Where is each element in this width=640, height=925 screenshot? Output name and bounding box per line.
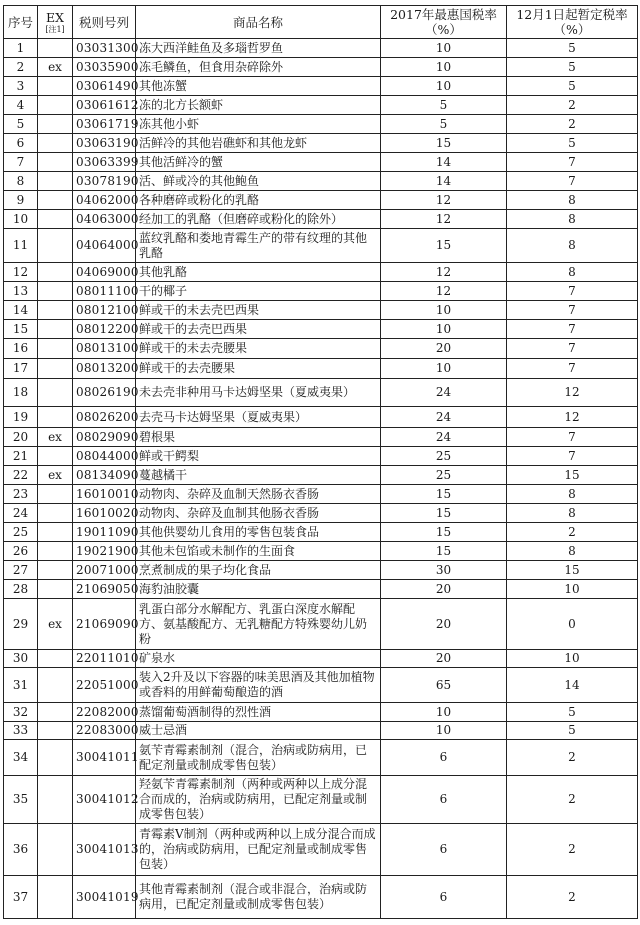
row-seq: 18 <box>4 379 38 407</box>
row-rate-2017: 20 <box>381 599 507 650</box>
row-ex-flag <box>38 379 73 407</box>
row-seq: 14 <box>4 301 38 320</box>
row-rate-new: 5 <box>507 77 638 96</box>
header-rate-2017-label: 2017年最惠国税率 <box>390 7 497 22</box>
row-rate-2017: 15 <box>381 134 507 153</box>
row-rate-2017: 10 <box>381 301 507 320</box>
row-rate-new: 15 <box>507 561 638 580</box>
row-seq: 4 <box>4 96 38 115</box>
row-seq: 35 <box>4 776 38 824</box>
row-rate-new: 7 <box>507 153 638 172</box>
row-rate-new: 7 <box>507 428 638 447</box>
row-tariff-code: 08026190 <box>73 379 136 407</box>
row-product-name: 装入2升及以下容器的味美思酒及其他加植物或香料的用鲜葡萄酿造的酒 <box>136 668 381 703</box>
row-product-name: 其他活鲜冷的蟹 <box>136 153 381 172</box>
row-tariff-code: 04063000 <box>73 210 136 229</box>
table-row <box>4 466 638 485</box>
row-rate-2017: 6 <box>381 876 507 919</box>
row-rate-2017: 25 <box>381 447 507 466</box>
row-seq: 21 <box>4 447 38 466</box>
row-product-name: 其他青霉素制剂（混合或非混合，治病或防病用，已配定剂量或制成零售包装） <box>136 876 381 919</box>
tariff-table <box>3 5 638 919</box>
row-rate-2017: 5 <box>381 115 507 134</box>
row-rate-new: 8 <box>507 191 638 210</box>
row-rate-2017: 10 <box>381 58 507 77</box>
row-ex-flag <box>38 650 73 668</box>
row-product-name: 冻其他小虾 <box>136 115 381 134</box>
row-tariff-code: 03061719 <box>73 115 136 134</box>
row-tariff-code: 08026200 <box>73 407 136 428</box>
row-seq: 9 <box>4 191 38 210</box>
table-row <box>4 39 638 58</box>
row-rate-new: 7 <box>507 359 638 379</box>
table-row <box>4 703 638 722</box>
row-product-name: 蔓越橘干 <box>136 466 381 485</box>
table-row <box>4 542 638 561</box>
row-ex-flag <box>38 824 73 876</box>
table-row <box>4 447 638 466</box>
table-row <box>4 58 638 77</box>
row-rate-new: 5 <box>507 722 638 740</box>
row-rate-2017: 12 <box>381 191 507 210</box>
table-row <box>4 379 638 407</box>
row-rate-new: 7 <box>507 301 638 320</box>
header-name: 商品名称 <box>136 6 381 39</box>
row-tariff-code: 30041013 <box>73 824 136 876</box>
table-row <box>4 153 638 172</box>
table-row <box>4 668 638 703</box>
table-row <box>4 650 638 668</box>
row-seq: 17 <box>4 359 38 379</box>
header-ex-label: EX <box>45 9 65 25</box>
row-tariff-code: 22051000 <box>73 668 136 703</box>
row-tariff-code: 30041019 <box>73 876 136 919</box>
row-rate-new: 7 <box>507 172 638 191</box>
row-tariff-code: 08029090 <box>73 428 136 447</box>
row-ex-flag <box>38 172 73 191</box>
row-ex-flag <box>38 263 73 282</box>
row-seq: 3 <box>4 77 38 96</box>
row-product-name: 矿泉水 <box>136 650 381 668</box>
table-row <box>4 282 638 301</box>
row-seq: 2 <box>4 58 38 77</box>
row-product-name: 未去壳非种用马卡达姆坚果（夏威夷果） <box>136 379 381 407</box>
row-rate-new: 14 <box>507 668 638 703</box>
row-rate-new: 7 <box>507 282 638 301</box>
table-row <box>4 77 638 96</box>
row-tariff-code: 08012100 <box>73 301 136 320</box>
row-ex-flag <box>38 39 73 58</box>
row-product-name: 威士忌酒 <box>136 722 381 740</box>
table-body <box>4 39 638 919</box>
row-seq: 23 <box>4 485 38 504</box>
row-rate-2017: 15 <box>381 523 507 542</box>
row-rate-new: 12 <box>507 379 638 407</box>
row-seq: 15 <box>4 320 38 339</box>
row-tariff-code: 08013100 <box>73 339 136 359</box>
table-row <box>4 776 638 824</box>
row-product-name: 干的椰子 <box>136 282 381 301</box>
row-rate-2017: 14 <box>381 172 507 191</box>
row-product-name: 烹煮制成的果子均化食品 <box>136 561 381 580</box>
table-row <box>4 229 638 263</box>
row-rate-new: 7 <box>507 447 638 466</box>
row-rate-new: 8 <box>507 229 638 263</box>
row-ex-flag: ex <box>38 466 73 485</box>
row-tariff-code: 19021900 <box>73 542 136 561</box>
row-seq: 13 <box>4 282 38 301</box>
row-tariff-code: 08011100 <box>73 282 136 301</box>
row-product-name: 其他冻蟹 <box>136 77 381 96</box>
row-tariff-code: 08013200 <box>73 359 136 379</box>
row-seq: 31 <box>4 668 38 703</box>
row-ex-flag <box>38 776 73 824</box>
row-rate-new: 8 <box>507 542 638 561</box>
row-tariff-code: 03063190 <box>73 134 136 153</box>
row-product-name: 动物肉、杂碎及血制其他肠衣香肠 <box>136 504 381 523</box>
row-ex-flag <box>38 407 73 428</box>
table-row <box>4 876 638 919</box>
row-rate-new: 15 <box>507 466 638 485</box>
row-ex-flag: ex <box>38 599 73 650</box>
row-product-name: 冻大西洋鲑鱼及多瑙哲罗鱼 <box>136 39 381 58</box>
row-rate-new: 10 <box>507 580 638 599</box>
row-ex-flag <box>38 668 73 703</box>
row-product-name: 去壳马卡达姆坚果（夏威夷果） <box>136 407 381 428</box>
row-ex-flag <box>38 542 73 561</box>
row-ex-flag <box>38 523 73 542</box>
row-rate-2017: 5 <box>381 96 507 115</box>
row-rate-new: 7 <box>507 320 638 339</box>
row-product-name: 蒸馏葡萄酒制得的烈性酒 <box>136 703 381 722</box>
row-rate-2017: 10 <box>381 39 507 58</box>
row-product-name: 经加工的乳酪（但磨碎或粉化的除外） <box>136 210 381 229</box>
row-seq: 33 <box>4 722 38 740</box>
row-tariff-code: 30041011 <box>73 740 136 776</box>
row-ex-flag <box>38 580 73 599</box>
row-rate-2017: 20 <box>381 339 507 359</box>
row-seq: 32 <box>4 703 38 722</box>
row-tariff-code: 22082000 <box>73 703 136 722</box>
row-product-name: 鲜或干的未去壳腰果 <box>136 339 381 359</box>
row-rate-new: 8 <box>507 263 638 282</box>
header-code: 税则号列 <box>73 6 136 39</box>
row-rate-2017: 6 <box>381 776 507 824</box>
row-rate-2017: 15 <box>381 485 507 504</box>
row-product-name: 羟氨苄青霉素制剂（两种或两种以上成分混合而成的，治病或防病用，已配定剂量或制成零售包装） <box>136 776 381 824</box>
row-ex-flag <box>38 282 73 301</box>
row-seq: 5 <box>4 115 38 134</box>
row-ex-flag <box>38 115 73 134</box>
row-rate-2017: 15 <box>381 542 507 561</box>
row-tariff-code: 21069090 <box>73 599 136 650</box>
row-rate-new: 2 <box>507 740 638 776</box>
row-ex-flag <box>38 485 73 504</box>
row-product-name: 活鲜冷的其他岩礁虾和其他龙虾 <box>136 134 381 153</box>
row-seq: 25 <box>4 523 38 542</box>
row-product-name: 其他乳酪 <box>136 263 381 282</box>
table-row <box>4 134 638 153</box>
header-rate-new-label: 12月1日起暂定税率 <box>516 7 628 22</box>
row-rate-2017: 10 <box>381 703 507 722</box>
row-ex-flag <box>38 504 73 523</box>
table-row <box>4 320 638 339</box>
row-rate-2017: 65 <box>381 668 507 703</box>
row-ex-flag <box>38 447 73 466</box>
row-product-name: 活、鲜或冷的其他鲍鱼 <box>136 172 381 191</box>
row-rate-new: 2 <box>507 523 638 542</box>
row-product-name: 海豹油胶囊 <box>136 580 381 599</box>
row-ex-flag: ex <box>38 58 73 77</box>
table-row <box>4 191 638 210</box>
row-product-name: 青霉素V制剂（两种或两种以上成分混合而成的，治病或防病用，已配定剂量或制成零售包装） <box>136 824 381 876</box>
row-seq: 22 <box>4 466 38 485</box>
table-row <box>4 580 638 599</box>
row-ex-flag <box>38 301 73 320</box>
row-tariff-code: 08134090 <box>73 466 136 485</box>
row-ex-flag <box>38 561 73 580</box>
row-rate-new: 10 <box>507 650 638 668</box>
table-row <box>4 428 638 447</box>
row-ex-flag <box>38 320 73 339</box>
row-product-name: 其他未包馅或未制作的生面食 <box>136 542 381 561</box>
row-tariff-code: 20071000 <box>73 561 136 580</box>
row-ex-flag <box>38 722 73 740</box>
row-product-name: 乳蛋白部分水解配方、乳蛋白深度水解配方、氨基酸配方、无乳糖配方特殊婴幼儿奶粉 <box>136 599 381 650</box>
row-seq: 28 <box>4 580 38 599</box>
header-seq: 序号 <box>4 6 38 39</box>
row-ex-flag <box>38 359 73 379</box>
row-seq: 7 <box>4 153 38 172</box>
row-tariff-code: 03061612 <box>73 96 136 115</box>
table-row <box>4 523 638 542</box>
table-row <box>4 561 638 580</box>
row-product-name: 冻的北方长额虾 <box>136 96 381 115</box>
row-seq: 29 <box>4 599 38 650</box>
table-row <box>4 485 638 504</box>
row-tariff-code: 16010010 <box>73 485 136 504</box>
header-rate-new <box>507 6 638 39</box>
row-rate-new: 8 <box>507 210 638 229</box>
table-row <box>4 824 638 876</box>
row-seq: 6 <box>4 134 38 153</box>
row-ex-flag <box>38 191 73 210</box>
table-row <box>4 263 638 282</box>
row-rate-2017: 6 <box>381 740 507 776</box>
row-tariff-code: 16010020 <box>73 504 136 523</box>
header-row <box>4 6 638 39</box>
row-tariff-code: 30041012 <box>73 776 136 824</box>
row-seq: 26 <box>4 542 38 561</box>
table-row <box>4 722 638 740</box>
row-rate-new: 5 <box>507 134 638 153</box>
table-row <box>4 339 638 359</box>
row-rate-2017: 12 <box>381 210 507 229</box>
row-seq: 12 <box>4 263 38 282</box>
header-ex-note: [注1] <box>45 24 65 34</box>
header-rate-2017-unit: （%） <box>425 22 462 37</box>
row-ex-flag <box>38 77 73 96</box>
row-rate-new: 2 <box>507 115 638 134</box>
table-row <box>4 210 638 229</box>
row-rate-2017: 30 <box>381 561 507 580</box>
row-product-name: 鲜或干的去壳巴西果 <box>136 320 381 339</box>
row-ex-flag <box>38 876 73 919</box>
row-rate-2017: 10 <box>381 722 507 740</box>
row-rate-2017: 10 <box>381 320 507 339</box>
row-rate-new: 2 <box>507 876 638 919</box>
row-tariff-code: 21069050 <box>73 580 136 599</box>
row-rate-new: 2 <box>507 824 638 876</box>
row-ex-flag: ex <box>38 428 73 447</box>
row-seq: 27 <box>4 561 38 580</box>
row-product-name: 其他供婴幼儿食用的零售包装食品 <box>136 523 381 542</box>
row-seq: 11 <box>4 229 38 263</box>
row-seq: 36 <box>4 824 38 876</box>
row-tariff-code: 22083000 <box>73 722 136 740</box>
row-rate-2017: 6 <box>381 824 507 876</box>
row-rate-new: 5 <box>507 58 638 77</box>
row-seq: 19 <box>4 407 38 428</box>
row-rate-new: 0 <box>507 599 638 650</box>
row-rate-2017: 12 <box>381 263 507 282</box>
row-rate-2017: 25 <box>381 466 507 485</box>
row-ex-flag <box>38 703 73 722</box>
header-rate-2017 <box>381 6 507 39</box>
table-row <box>4 359 638 379</box>
row-product-name: 鲜或干的去壳腰果 <box>136 359 381 379</box>
row-tariff-code: 08012200 <box>73 320 136 339</box>
row-tariff-code: 08044000 <box>73 447 136 466</box>
table-row <box>4 96 638 115</box>
row-tariff-code: 03063399 <box>73 153 136 172</box>
header-ex <box>38 6 73 39</box>
row-product-name: 氨苄青霉素制剂（混合，治病或防病用，已配定剂量或制成零售包装） <box>136 740 381 776</box>
row-rate-new: 8 <box>507 485 638 504</box>
row-rate-2017: 20 <box>381 580 507 599</box>
row-rate-2017: 15 <box>381 229 507 263</box>
row-rate-new: 5 <box>507 703 638 722</box>
row-rate-new: 8 <box>507 504 638 523</box>
row-seq: 34 <box>4 740 38 776</box>
row-seq: 16 <box>4 339 38 359</box>
row-product-name: 冻毛鳞鱼，但食用杂碎除外 <box>136 58 381 77</box>
row-rate-2017: 24 <box>381 379 507 407</box>
row-seq: 20 <box>4 428 38 447</box>
table-row <box>4 504 638 523</box>
row-seq: 1 <box>4 39 38 58</box>
row-product-name: 碧根果 <box>136 428 381 447</box>
row-rate-2017: 15 <box>381 504 507 523</box>
row-tariff-code: 03061490 <box>73 77 136 96</box>
row-ex-flag <box>38 134 73 153</box>
row-seq: 24 <box>4 504 38 523</box>
table-row <box>4 301 638 320</box>
row-rate-2017: 14 <box>381 153 507 172</box>
row-rate-new: 2 <box>507 96 638 115</box>
row-product-name: 鲜或干的未去壳巴西果 <box>136 301 381 320</box>
row-product-name: 蓝纹乳酪和娄地青霉生产的带有纹理的其他乳酪 <box>136 229 381 263</box>
row-tariff-code: 19011090 <box>73 523 136 542</box>
row-tariff-code: 22011010 <box>73 650 136 668</box>
row-seq: 10 <box>4 210 38 229</box>
header-rate-new-unit: （%） <box>553 22 591 37</box>
table-row <box>4 172 638 191</box>
row-rate-new: 12 <box>507 407 638 428</box>
row-ex-flag <box>38 339 73 359</box>
row-ex-flag <box>38 153 73 172</box>
row-rate-new: 2 <box>507 776 638 824</box>
row-rate-2017: 10 <box>381 77 507 96</box>
row-ex-flag <box>38 229 73 263</box>
row-ex-flag <box>38 96 73 115</box>
row-seq: 8 <box>4 172 38 191</box>
table-row <box>4 599 638 650</box>
table-row <box>4 115 638 134</box>
row-rate-new: 5 <box>507 39 638 58</box>
row-tariff-code: 03035900 <box>73 58 136 77</box>
row-seq: 30 <box>4 650 38 668</box>
row-ex-flag <box>38 210 73 229</box>
row-tariff-code: 04069000 <box>73 263 136 282</box>
row-seq: 37 <box>4 876 38 919</box>
row-rate-2017: 10 <box>381 359 507 379</box>
row-rate-2017: 20 <box>381 650 507 668</box>
row-rate-new: 7 <box>507 339 638 359</box>
row-tariff-code: 03078190 <box>73 172 136 191</box>
row-tariff-code: 04062000 <box>73 191 136 210</box>
row-product-name: 各种磨碎或粉化的乳酪 <box>136 191 381 210</box>
row-ex-flag <box>38 740 73 776</box>
row-rate-2017: 24 <box>381 407 507 428</box>
row-product-name: 鲜或干鳄梨 <box>136 447 381 466</box>
row-product-name: 动物肉、杂碎及血制天然肠衣香肠 <box>136 485 381 504</box>
table-row <box>4 740 638 776</box>
row-rate-2017: 24 <box>381 428 507 447</box>
row-tariff-code: 04064000 <box>73 229 136 263</box>
row-tariff-code: 03031300 <box>73 39 136 58</box>
table-row <box>4 407 638 428</box>
row-rate-2017: 12 <box>381 282 507 301</box>
